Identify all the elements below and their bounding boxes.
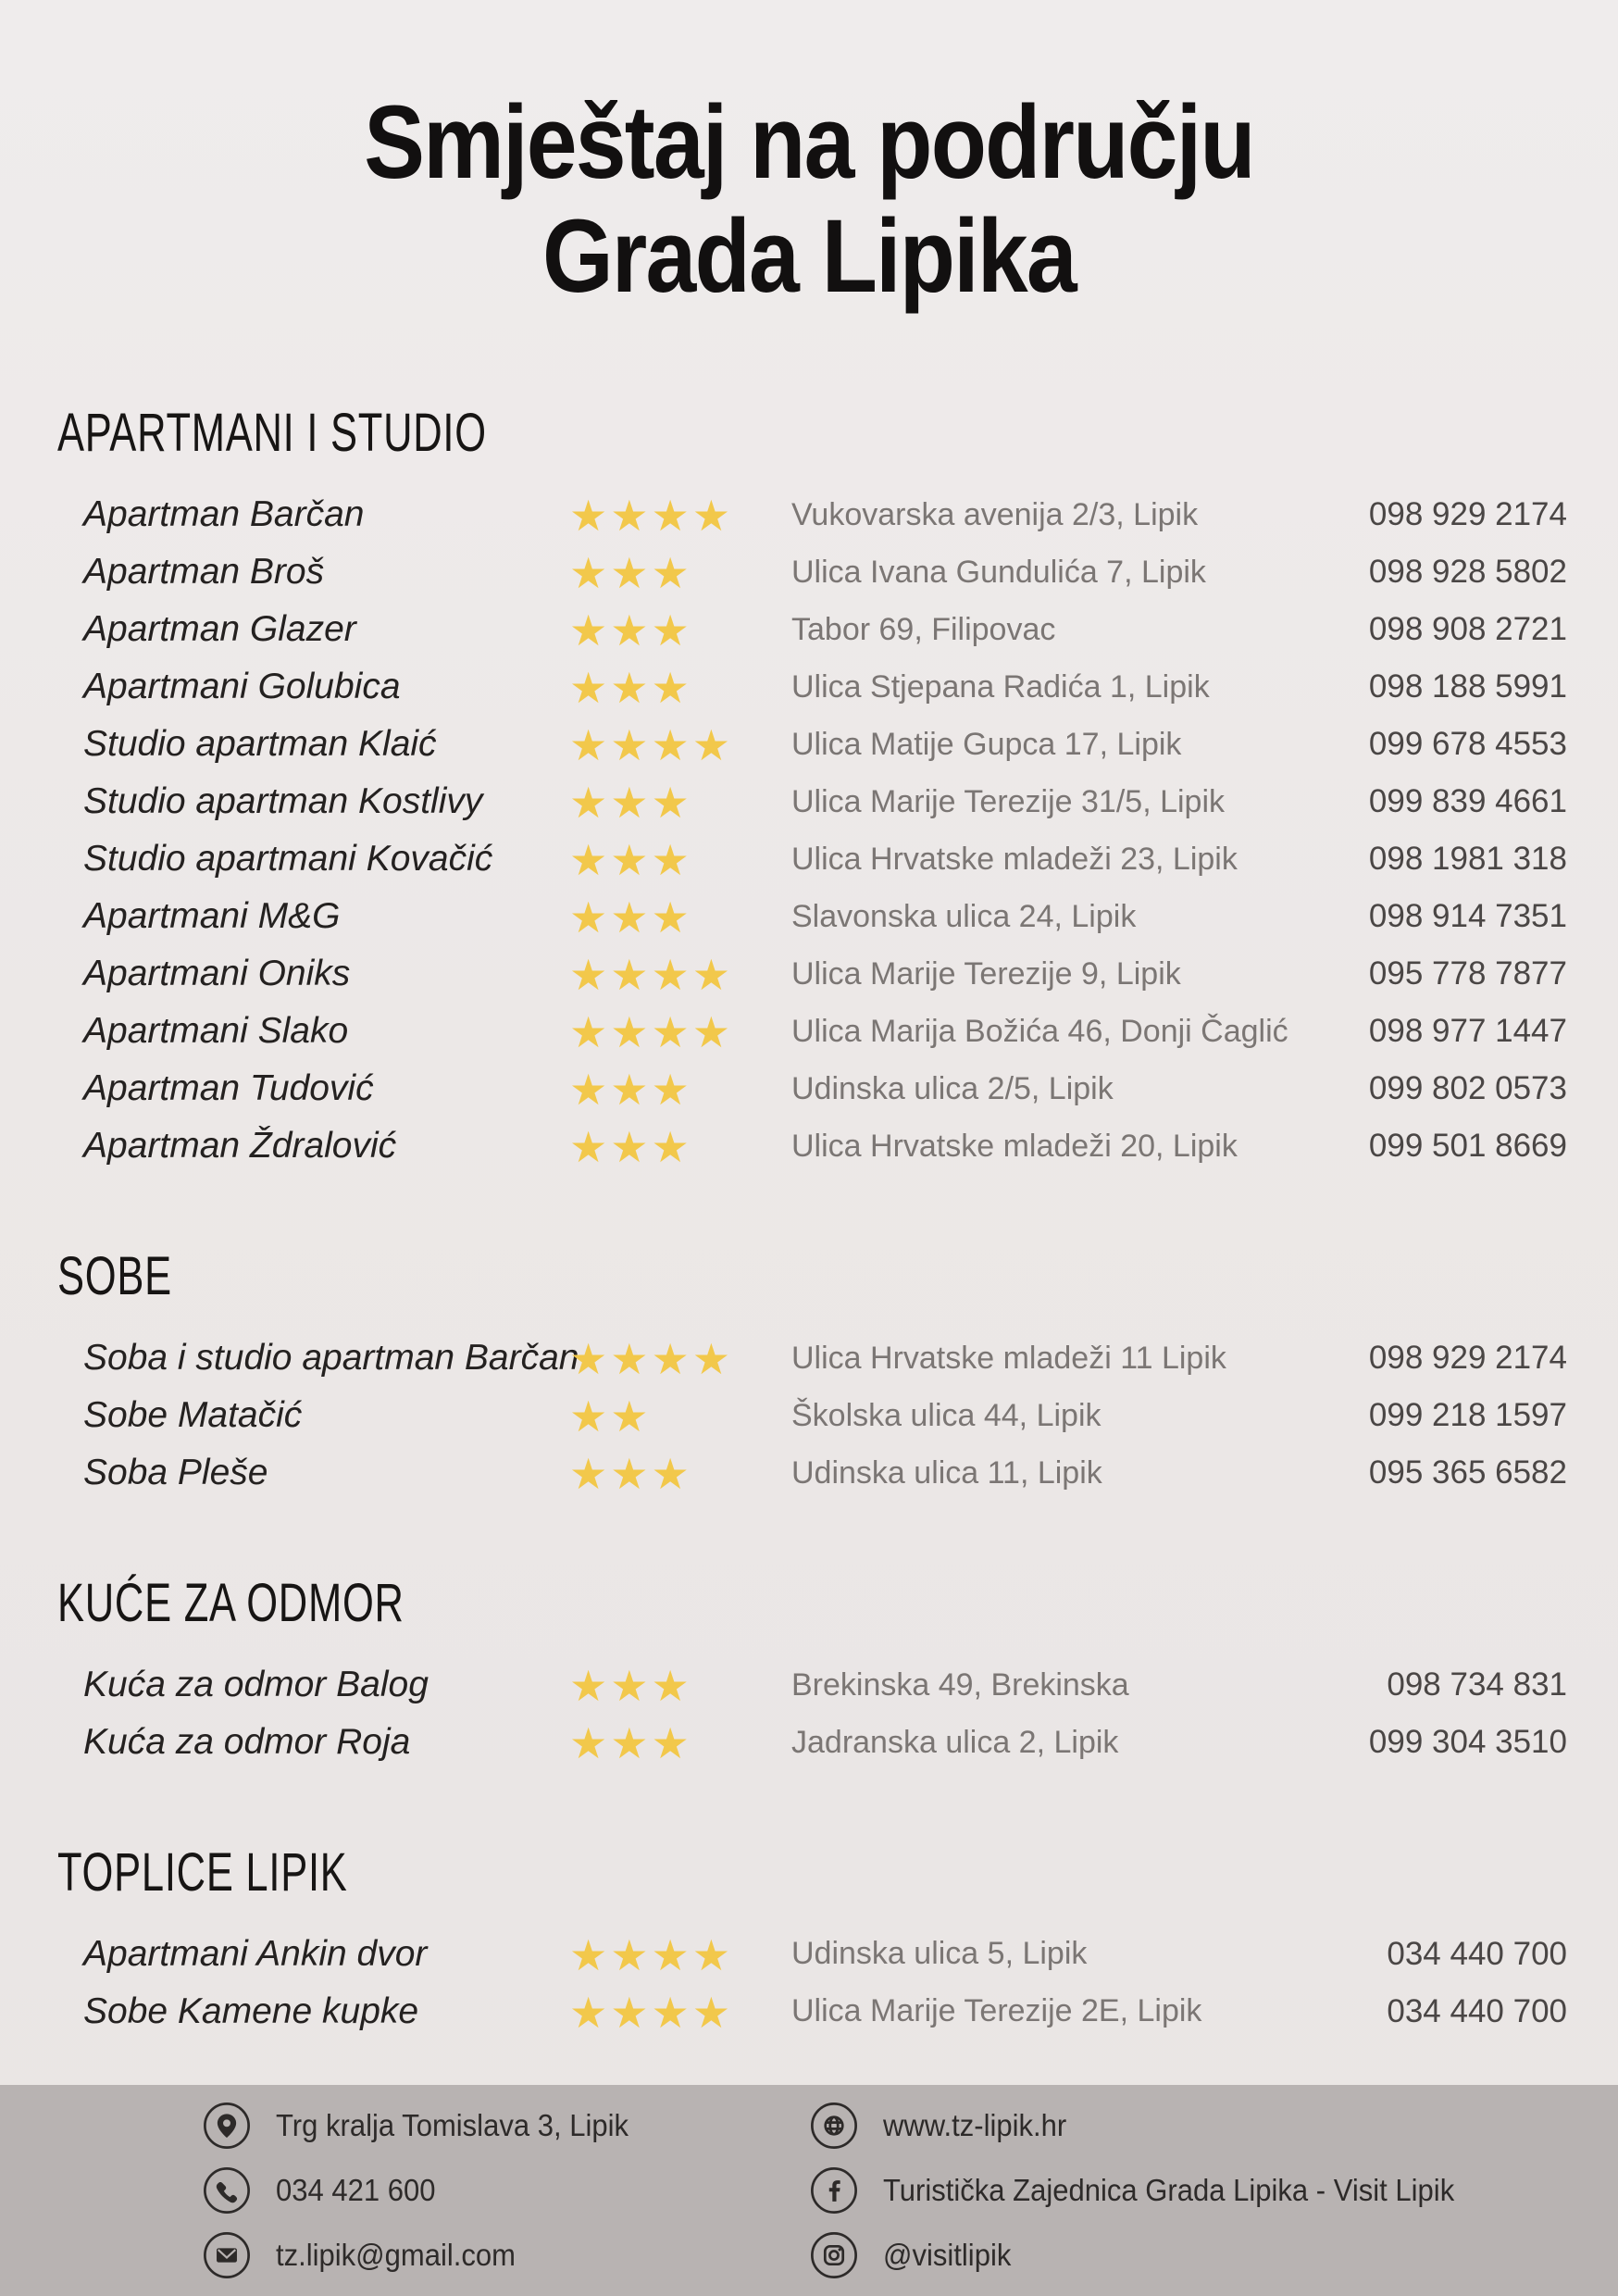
accommodation-name: Apartman Glazer: [83, 609, 356, 650]
footer-website-item: [809, 2099, 1618, 2152]
accommodation-phone: 098 929 2174: [1368, 496, 1567, 533]
location-pin-icon: [202, 2101, 252, 2151]
accommodation-name: Apartmani Golubica: [83, 667, 401, 707]
accommodation-section: [0, 403, 1618, 1175]
accommodation-name: Apartmani Oniks: [83, 954, 351, 994]
star-rating: ★★★: [569, 1065, 692, 1116]
section-heading-label: APARTMANI I STUDIO: [57, 403, 487, 464]
star-rating: ★★★: [569, 892, 692, 943]
email-icon: [202, 2230, 252, 2280]
list-item: [0, 658, 1618, 716]
accommodation-phone: 098 188 5991: [1368, 668, 1567, 705]
list-item: [0, 601, 1618, 658]
list-item: [0, 1060, 1618, 1117]
accommodation-name: Apartmani M&G: [83, 896, 341, 937]
accommodation-phone: 098 1981 318: [1368, 841, 1567, 878]
accommodation-address: Ulica Marije Terezije 2E, Lipik: [791, 1993, 1202, 2029]
accommodation-list: [0, 403, 1618, 2040]
section-heading: [57, 1246, 1618, 1307]
section-rows: [0, 1656, 1618, 1771]
list-item: [0, 1003, 1618, 1060]
list-item: [0, 1329, 1618, 1387]
facebook-icon: [809, 2165, 859, 2215]
section-rows: [0, 486, 1618, 1175]
accommodation-phone: 099 802 0573: [1368, 1070, 1567, 1107]
accommodation-name: Soba i studio apartman Barčan: [83, 1338, 579, 1379]
list-item: [0, 888, 1618, 945]
star-rating: ★★: [569, 1391, 652, 1442]
footer-left-column: [202, 2099, 809, 2282]
accommodation-phone: 095 365 6582: [1368, 1454, 1567, 1491]
footer-facebook-text: Turistička Zajednica Grada Lipika - Visit Lipik: [883, 2173, 1455, 2207]
footer-phone-item: [202, 2164, 809, 2217]
accommodation-address: Vukovarska avenija 2/3, Lipik: [791, 496, 1199, 532]
page-title-line1: Smještaj na području: [364, 84, 1254, 200]
accommodation-address: Udinska ulica 5, Lipik: [791, 1936, 1088, 1972]
section-heading: [57, 403, 1618, 464]
accommodation-name: Apartmani Slako: [83, 1011, 349, 1052]
page-title: [0, 0, 1618, 313]
star-rating: ★★★: [569, 1449, 692, 1500]
accommodation-name: Apartman Ždralović: [83, 1126, 397, 1167]
accommodation-name: Studio apartmani Kovačić: [83, 839, 493, 880]
accommodation-address: Brekinska 49, Brekinska: [791, 1666, 1129, 1703]
list-item: [0, 1387, 1618, 1444]
accommodation-address: Udinska ulica 2/5, Lipik: [791, 1070, 1114, 1106]
accommodation-name: Studio apartman Kostlivy: [83, 781, 483, 822]
footer-email-item: [202, 2228, 809, 2282]
footer-facebook-item: [809, 2164, 1618, 2217]
accommodation-address: Ulica Hrvatske mladeži 20, Lipik: [791, 1128, 1238, 1164]
accommodation-phone: 099 218 1597: [1368, 1397, 1567, 1434]
section-heading-label: TOPLICE LIPIK: [57, 1842, 348, 1903]
footer-instagram-text: @visitlipik: [883, 2238, 1012, 2272]
star-rating: ★★★: [569, 663, 692, 714]
footer-phone-text: 034 421 600: [276, 2173, 436, 2207]
list-item: [0, 716, 1618, 773]
accommodation-address: Ulica Hrvatske mladeži 23, Lipik: [791, 841, 1238, 877]
accommodation-name: Soba Pleše: [83, 1453, 268, 1493]
star-rating: ★★★: [569, 835, 692, 886]
accommodation-address: Ulica Marije Terezije 9, Lipik: [791, 955, 1181, 992]
star-rating: ★★★★: [569, 950, 733, 1001]
accommodation-phone: 099 304 3510: [1368, 1724, 1567, 1761]
accommodation-address: Ulica Marije Terezije 31/5, Lipik: [791, 783, 1226, 819]
accommodation-address: Tabor 69, Filipovac: [791, 611, 1056, 647]
instagram-icon: [809, 2230, 859, 2280]
accommodation-name: Apartman Barčan: [83, 494, 365, 535]
star-rating: ★★★★: [569, 1929, 733, 1980]
accommodation-phone: 098 908 2721: [1368, 611, 1567, 648]
star-rating: ★★★★: [569, 1007, 733, 1058]
star-rating: ★★★: [569, 1122, 692, 1173]
accommodation-name: Sobe Kamene kupke: [83, 1990, 419, 2031]
section-heading: [57, 1573, 1618, 1634]
page-title-line2: Grada Lipika: [542, 198, 1076, 315]
list-item: [0, 773, 1618, 830]
accommodation-section: [0, 1246, 1618, 1502]
section-heading: [57, 1842, 1618, 1903]
section-rows: [0, 1926, 1618, 2040]
section-rows: [0, 1329, 1618, 1502]
section-heading-label: SOBE: [57, 1246, 172, 1307]
footer-address-text: Trg kralja Tomislava 3, Lipik: [276, 2108, 629, 2142]
accommodation-address: Ulica Hrvatske mladeži 11 Lipik: [791, 1340, 1226, 1376]
star-rating: ★★★★: [569, 1334, 733, 1385]
footer-instagram-item: [809, 2228, 1618, 2282]
footer-email-text: tz.lipik@gmail.com: [276, 2238, 517, 2272]
footer-website-text: www.tz-lipik.hr: [883, 2108, 1067, 2142]
accommodation-phone: 098 928 5802: [1368, 554, 1567, 591]
accommodation-address: Ulica Matije Gupca 17, Lipik: [791, 726, 1182, 762]
accommodation-section: [0, 1573, 1618, 1771]
accommodation-name: Apartman Tudović: [83, 1068, 374, 1109]
accommodation-phone: 034 440 700: [1387, 1935, 1567, 1972]
list-item: [0, 830, 1618, 888]
accommodation-phone: 098 914 7351: [1368, 898, 1567, 935]
footer-address-item: [202, 2099, 809, 2152]
accommodation-address: Udinska ulica 11, Lipik: [791, 1454, 1102, 1491]
accommodation-phone: 099 501 8669: [1368, 1128, 1567, 1165]
accommodation-phone: 098 929 2174: [1368, 1340, 1567, 1377]
accommodation-name: Apartman Broš: [83, 552, 325, 593]
accommodation-address: Ulica Ivana Gundulića 7, Lipik: [791, 554, 1206, 590]
star-rating: ★★★★: [569, 720, 733, 771]
star-rating: ★★★★: [569, 491, 733, 542]
accommodation-address: Školska ulica 44, Lipik: [791, 1397, 1101, 1433]
list-item: [0, 1714, 1618, 1771]
accommodation-name: Kuća za odmor Roja: [83, 1722, 411, 1763]
accommodation-name: Kuća za odmor Balog: [83, 1665, 429, 1705]
phone-icon: [202, 2165, 252, 2215]
star-rating: ★★★★: [569, 1987, 733, 2038]
accommodation-phone: 098 977 1447: [1368, 1013, 1567, 1050]
list-item: [0, 1926, 1618, 1983]
globe-icon: [809, 2101, 859, 2151]
accommodation-phone: 099 839 4661: [1368, 783, 1567, 820]
contact-footer: [0, 2085, 1618, 2296]
footer-right-column: [809, 2099, 1618, 2282]
list-item: [0, 945, 1618, 1003]
accommodation-address: Slavonska ulica 24, Lipik: [791, 898, 1137, 934]
list-item: [0, 1983, 1618, 2040]
star-rating: ★★★: [569, 548, 692, 599]
star-rating: ★★★: [569, 1718, 692, 1769]
list-item: [0, 1656, 1618, 1714]
accommodation-phone: 095 778 7877: [1368, 955, 1567, 992]
star-rating: ★★★: [569, 605, 692, 656]
star-rating: ★★★: [569, 778, 692, 829]
accommodation-name: Apartmani Ankin dvor: [83, 1933, 428, 1974]
list-item: [0, 486, 1618, 543]
list-item: [0, 1444, 1618, 1502]
accommodation-address: Ulica Marija Božića 46, Donji Čaglić: [791, 1013, 1288, 1049]
accommodation-name: Studio apartman Klaić: [83, 724, 437, 765]
accommodation-phone: 034 440 700: [1387, 1992, 1567, 2029]
star-rating: ★★★: [569, 1661, 692, 1712]
list-item: [0, 543, 1618, 601]
accommodation-name: Sobe Matačić: [83, 1395, 303, 1436]
list-item: [0, 1117, 1618, 1175]
accommodation-phone: 098 734 831: [1387, 1666, 1567, 1703]
section-heading-label: KUĆE ZA ODMOR: [57, 1573, 404, 1634]
accommodation-address: Ulica Stjepana Radića 1, Lipik: [791, 668, 1210, 705]
accommodation-phone: 099 678 4553: [1368, 726, 1567, 763]
accommodation-section: [0, 1842, 1618, 2040]
accommodation-address: Jadranska ulica 2, Lipik: [791, 1724, 1119, 1760]
